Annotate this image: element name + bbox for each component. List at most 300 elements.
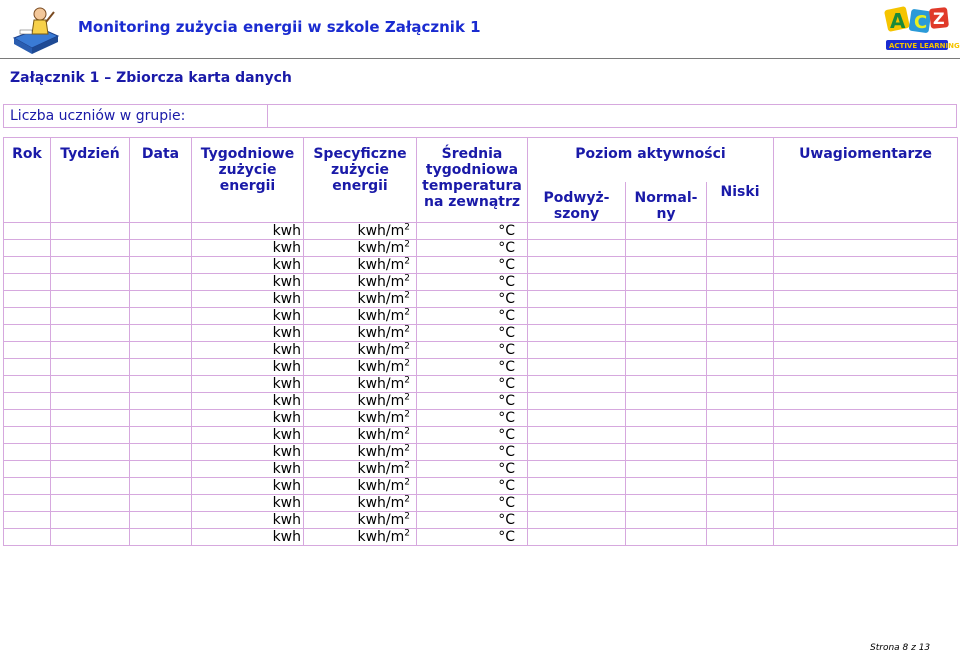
cell-niski[interactable]	[707, 256, 774, 273]
unit-exponent: 2	[404, 510, 410, 521]
cell-podwyzszony[interactable]	[528, 273, 626, 290]
unit-kwh: kwh	[272, 460, 301, 477]
unit-kwh-per-m2: kwh/m	[357, 511, 405, 528]
table-row	[4, 273, 958, 290]
cell-podwyzszony[interactable]	[528, 324, 626, 341]
page-number: Strona 8 z 13	[870, 643, 931, 653]
cell-niski[interactable]	[707, 460, 774, 477]
cell-niski[interactable]	[707, 511, 774, 528]
svg-text:C: C	[914, 12, 928, 33]
cell-rok[interactable]	[4, 341, 51, 358]
cell-normalny[interactable]	[626, 256, 707, 273]
cell-podwyzszony[interactable]	[528, 358, 626, 375]
cell-data[interactable]	[130, 341, 192, 358]
students-count-field[interactable]	[268, 105, 956, 127]
unit-exponent: 2	[404, 527, 410, 538]
table-row	[4, 477, 958, 494]
cell-tydzien[interactable]	[51, 256, 130, 273]
unit-kwh-per-m2: kwh/m	[357, 477, 405, 494]
cell-normalny[interactable]	[626, 494, 707, 511]
cell-srednia-temperatura[interactable]	[417, 494, 528, 511]
cell-normalny[interactable]	[626, 341, 707, 358]
cell-uwagi[interactable]	[774, 426, 958, 443]
cell-uwagi[interactable]	[774, 477, 958, 494]
cell-rok[interactable]	[4, 409, 51, 426]
cell-tygodniowe-zuzycie[interactable]	[192, 358, 304, 375]
unit-exponent: 2	[404, 289, 410, 300]
unit-kwh-per-m2: kwh/m	[357, 443, 405, 460]
cell-tygodniowe-zuzycie[interactable]	[192, 392, 304, 409]
cell-data[interactable]	[130, 256, 192, 273]
cell-data[interactable]	[130, 443, 192, 460]
unit-exponent: 2	[404, 408, 410, 419]
cell-tydzien[interactable]	[51, 341, 130, 358]
unit-celsius: °C	[498, 494, 515, 511]
cell-normalny[interactable]	[626, 290, 707, 307]
cell-specyficzne-zuzycie[interactable]	[304, 528, 417, 545]
cell-rok[interactable]	[4, 392, 51, 409]
unit-celsius: °C	[498, 307, 515, 324]
cell-uwagi[interactable]	[774, 443, 958, 460]
svg-text:ACTIVE LEARNING: ACTIVE LEARNING	[889, 42, 960, 50]
cell-normalny[interactable]	[626, 375, 707, 392]
header-specyficzne-zuzycie: Specyficzne zużycie energii	[304, 138, 417, 223]
cell-specyficzne-zuzycie[interactable]	[304, 392, 417, 409]
cell-normalny[interactable]	[626, 443, 707, 460]
cell-podwyzszony[interactable]	[528, 477, 626, 494]
cell-data[interactable]	[130, 290, 192, 307]
cell-uwagi[interactable]	[774, 256, 958, 273]
cell-rok[interactable]	[4, 511, 51, 528]
unit-celsius: °C	[498, 273, 515, 290]
table-row	[4, 290, 958, 307]
cell-niski[interactable]	[707, 307, 774, 324]
cell-srednia-temperatura[interactable]	[417, 392, 528, 409]
unit-kwh: kwh	[272, 392, 301, 409]
cell-normalny[interactable]	[626, 477, 707, 494]
unit-kwh-per-m2: kwh/m	[357, 392, 405, 409]
table-row	[4, 494, 958, 511]
cell-data[interactable]	[130, 426, 192, 443]
cell-data[interactable]	[130, 324, 192, 341]
cell-specyficzne-zuzycie[interactable]	[304, 290, 417, 307]
cell-specyficzne-zuzycie[interactable]	[304, 426, 417, 443]
header-title: Monitoring zużycia energii w szkole Załącznik 1	[78, 18, 481, 36]
cell-niski[interactable]	[707, 477, 774, 494]
unit-celsius: °C	[498, 443, 515, 460]
cell-niski[interactable]	[707, 409, 774, 426]
cell-data[interactable]	[130, 392, 192, 409]
cell-tygodniowe-zuzycie[interactable]	[192, 256, 304, 273]
table-row	[4, 392, 958, 409]
header-tygodniowe-zuzycie: Tygodniowe zużycie energii	[192, 138, 304, 223]
cell-normalny[interactable]	[626, 460, 707, 477]
unit-kwh: kwh	[272, 358, 301, 375]
cell-data[interactable]	[130, 511, 192, 528]
cell-tydzien[interactable]	[51, 528, 130, 545]
table-row	[4, 222, 958, 239]
cell-podwyzszony[interactable]	[528, 341, 626, 358]
student-at-desk-icon	[10, 6, 62, 56]
cell-srednia-temperatura[interactable]	[417, 239, 528, 256]
unit-kwh-per-m2: kwh/m	[357, 426, 405, 443]
cell-tydzien[interactable]	[51, 375, 130, 392]
unit-celsius: °C	[498, 290, 515, 307]
active-learning-logo-icon	[884, 6, 960, 54]
cell-niski[interactable]	[707, 375, 774, 392]
cell-srednia-temperatura[interactable]	[417, 324, 528, 341]
table-row	[4, 324, 958, 341]
cell-uwagi[interactable]	[774, 307, 958, 324]
header-uwagi: Uwagiomentarze	[774, 138, 958, 223]
cell-specyficzne-zuzycie[interactable]	[304, 341, 417, 358]
cell-normalny[interactable]	[626, 409, 707, 426]
unit-exponent: 2	[404, 323, 410, 334]
unit-kwh: kwh	[272, 375, 301, 392]
cell-srednia-temperatura[interactable]	[417, 528, 528, 545]
unit-celsius: °C	[498, 426, 515, 443]
cell-rok[interactable]	[4, 273, 51, 290]
unit-kwh-per-m2: kwh/m	[357, 409, 405, 426]
cell-tygodniowe-zuzycie[interactable]	[192, 511, 304, 528]
unit-kwh-per-m2: kwh/m	[357, 239, 405, 256]
cell-data[interactable]	[130, 239, 192, 256]
cell-data[interactable]	[130, 460, 192, 477]
cell-normalny[interactable]	[626, 528, 707, 545]
table-row	[4, 307, 958, 324]
cell-tydzien[interactable]	[51, 324, 130, 341]
unit-celsius: °C	[498, 324, 515, 341]
cell-tydzien[interactable]	[51, 494, 130, 511]
cell-srednia-temperatura[interactable]	[417, 426, 528, 443]
document-subtitle: Załącznik 1 – Zbiorcza karta danych	[10, 70, 292, 86]
unit-kwh-per-m2: kwh/m	[357, 460, 405, 477]
cell-niski[interactable]	[707, 324, 774, 341]
cell-tydzien[interactable]	[51, 273, 130, 290]
cell-tydzien[interactable]	[51, 409, 130, 426]
unit-kwh-per-m2: kwh/m	[357, 341, 405, 358]
cell-tydzien[interactable]	[51, 511, 130, 528]
cell-tygodniowe-zuzycie[interactable]	[192, 443, 304, 460]
cell-tydzien[interactable]	[51, 426, 130, 443]
unit-kwh-per-m2: kwh/m	[357, 307, 405, 324]
cell-tygodniowe-zuzycie[interactable]	[192, 290, 304, 307]
cell-normalny[interactable]	[626, 426, 707, 443]
cell-podwyzszony[interactable]	[528, 222, 626, 239]
header-podwyzszony: Podwyż- szony	[528, 182, 626, 223]
unit-celsius: °C	[498, 409, 515, 426]
cell-normalny[interactable]	[626, 392, 707, 409]
unit-kwh-per-m2: kwh/m	[357, 273, 405, 290]
cell-podwyzszony[interactable]	[528, 375, 626, 392]
table-row	[4, 443, 958, 460]
unit-kwh: kwh	[272, 443, 301, 460]
cell-uwagi[interactable]	[774, 460, 958, 477]
cell-rok[interactable]	[4, 324, 51, 341]
cell-tydzien[interactable]	[51, 239, 130, 256]
table-row	[4, 341, 958, 358]
cell-podwyzszony[interactable]	[528, 443, 626, 460]
cell-rok[interactable]	[4, 290, 51, 307]
cell-rok[interactable]	[4, 375, 51, 392]
cell-data[interactable]	[130, 477, 192, 494]
cell-tydzien[interactable]	[51, 222, 130, 239]
cell-niski[interactable]	[707, 392, 774, 409]
cell-rok[interactable]	[4, 358, 51, 375]
cell-uwagi[interactable]	[774, 273, 958, 290]
cell-specyficzne-zuzycie[interactable]	[304, 375, 417, 392]
unit-kwh: kwh	[272, 273, 301, 290]
unit-kwh: kwh	[272, 494, 301, 511]
cell-tygodniowe-zuzycie[interactable]	[192, 375, 304, 392]
cell-srednia-temperatura[interactable]	[417, 307, 528, 324]
cell-tydzien[interactable]	[51, 358, 130, 375]
cell-podwyzszony[interactable]	[528, 511, 626, 528]
unit-celsius: °C	[498, 511, 515, 528]
cell-normalny[interactable]	[626, 273, 707, 290]
cell-tydzien[interactable]	[51, 307, 130, 324]
unit-celsius: °C	[498, 528, 515, 545]
cell-normalny[interactable]	[626, 358, 707, 375]
cell-tygodniowe-zuzycie[interactable]	[192, 324, 304, 341]
cell-srednia-temperatura[interactable]	[417, 443, 528, 460]
cell-podwyzszony[interactable]	[528, 409, 626, 426]
cell-uwagi[interactable]	[774, 494, 958, 511]
unit-kwh: kwh	[272, 324, 301, 341]
unit-exponent: 2	[404, 306, 410, 317]
cell-tydzien[interactable]	[51, 392, 130, 409]
unit-celsius: °C	[498, 477, 515, 494]
unit-exponent: 2	[404, 476, 410, 487]
cell-rok[interactable]	[4, 307, 51, 324]
unit-celsius: °C	[498, 392, 515, 409]
cell-data[interactable]	[130, 273, 192, 290]
table-row	[4, 511, 958, 528]
cell-tygodniowe-zuzycie[interactable]	[192, 494, 304, 511]
cell-specyficzne-zuzycie[interactable]	[304, 222, 417, 239]
cell-normalny[interactable]	[626, 511, 707, 528]
cell-srednia-temperatura[interactable]	[417, 341, 528, 358]
table-row	[4, 528, 958, 545]
unit-kwh: kwh	[272, 528, 301, 545]
unit-kwh-per-m2: kwh/m	[357, 528, 405, 545]
cell-tygodniowe-zuzycie[interactable]	[192, 239, 304, 256]
cell-srednia-temperatura[interactable]	[417, 358, 528, 375]
cell-specyficzne-zuzycie[interactable]	[304, 358, 417, 375]
cell-niski[interactable]	[707, 494, 774, 511]
cell-rok[interactable]	[4, 477, 51, 494]
cell-specyficzne-zuzycie[interactable]	[304, 460, 417, 477]
unit-kwh: kwh	[272, 409, 301, 426]
cell-uwagi[interactable]	[774, 409, 958, 426]
cell-normalny[interactable]	[626, 222, 707, 239]
unit-kwh: kwh	[272, 307, 301, 324]
cell-podwyzszony[interactable]	[528, 256, 626, 273]
cell-uwagi[interactable]	[774, 358, 958, 375]
cell-data[interactable]	[130, 494, 192, 511]
unit-kwh: kwh	[272, 256, 301, 273]
cell-podwyzszony[interactable]	[528, 460, 626, 477]
cell-specyficzne-zuzycie[interactable]	[304, 307, 417, 324]
cell-niski[interactable]	[707, 358, 774, 375]
cell-tydzien[interactable]	[51, 477, 130, 494]
cell-specyficzne-zuzycie[interactable]	[304, 256, 417, 273]
cell-data[interactable]	[130, 222, 192, 239]
cell-uwagi[interactable]	[774, 375, 958, 392]
header-tydzien: Tydzień	[51, 138, 130, 223]
cell-podwyzszony[interactable]	[528, 494, 626, 511]
header-srednia-temperatura: Średnia tygodniowa temperatura na zewnątrz	[417, 138, 528, 223]
cell-niski[interactable]	[707, 239, 774, 256]
cell-rok[interactable]	[4, 256, 51, 273]
cell-tygodniowe-zuzycie[interactable]	[192, 528, 304, 545]
unit-kwh: kwh	[272, 290, 301, 307]
cell-tydzien[interactable]	[51, 290, 130, 307]
cell-tygodniowe-zuzycie[interactable]	[192, 409, 304, 426]
unit-kwh: kwh	[272, 477, 301, 494]
unit-exponent: 2	[404, 357, 410, 368]
cell-podwyzszony[interactable]	[528, 392, 626, 409]
cell-rok[interactable]	[4, 239, 51, 256]
cell-srednia-temperatura[interactable]	[417, 477, 528, 494]
unit-exponent: 2	[404, 391, 410, 402]
students-count-label: Liczba uczniów w grupie:	[4, 105, 268, 127]
cell-uwagi[interactable]	[774, 341, 958, 358]
cell-rok[interactable]	[4, 443, 51, 460]
header-poziom-aktywnosci: Poziom aktywności	[528, 138, 774, 182]
unit-exponent: 2	[404, 272, 410, 283]
table-row	[4, 256, 958, 273]
cell-srednia-temperatura[interactable]	[417, 290, 528, 307]
cell-specyficzne-zuzycie[interactable]	[304, 273, 417, 290]
cell-niski[interactable]	[707, 443, 774, 460]
cell-specyficzne-zuzycie[interactable]	[304, 239, 417, 256]
cell-niski[interactable]	[707, 426, 774, 443]
cell-tydzien[interactable]	[51, 443, 130, 460]
cell-srednia-temperatura[interactable]	[417, 409, 528, 426]
cell-data[interactable]	[130, 358, 192, 375]
cell-niski[interactable]	[707, 290, 774, 307]
unit-kwh-per-m2: kwh/m	[357, 324, 405, 341]
cell-tygodniowe-zuzycie[interactable]	[192, 477, 304, 494]
unit-kwh: kwh	[272, 239, 301, 256]
unit-celsius: °C	[498, 358, 515, 375]
cell-niski[interactable]	[707, 222, 774, 239]
cell-rok[interactable]	[4, 222, 51, 239]
unit-kwh-per-m2: kwh/m	[357, 290, 405, 307]
unit-celsius: °C	[498, 460, 515, 477]
data-table	[3, 137, 958, 546]
table-row	[4, 460, 958, 477]
unit-celsius: °C	[498, 256, 515, 273]
cell-rok[interactable]	[4, 460, 51, 477]
cell-srednia-temperatura[interactable]	[417, 273, 528, 290]
cell-specyficzne-zuzycie[interactable]	[304, 477, 417, 494]
header-data: Data	[130, 138, 192, 223]
unit-kwh-per-m2: kwh/m	[357, 494, 405, 511]
cell-podwyzszony[interactable]	[528, 426, 626, 443]
cell-specyficzne-zuzycie[interactable]	[304, 443, 417, 460]
cell-normalny[interactable]	[626, 239, 707, 256]
cell-podwyzszony[interactable]	[528, 239, 626, 256]
header-divider	[0, 58, 960, 59]
cell-niski[interactable]	[707, 341, 774, 358]
cell-specyficzne-zuzycie[interactable]	[304, 494, 417, 511]
svg-text:Z: Z	[933, 9, 945, 28]
cell-srednia-temperatura[interactable]	[417, 511, 528, 528]
unit-exponent: 2	[404, 221, 410, 232]
table-body	[4, 222, 958, 545]
cell-rok[interactable]	[4, 528, 51, 545]
cell-uwagi[interactable]	[774, 528, 958, 545]
cell-specyficzne-zuzycie[interactable]	[304, 511, 417, 528]
cell-uwagi[interactable]	[774, 239, 958, 256]
cell-rok[interactable]	[4, 426, 51, 443]
cell-normalny[interactable]	[626, 307, 707, 324]
cell-normalny[interactable]	[626, 324, 707, 341]
unit-exponent: 2	[404, 255, 410, 266]
cell-podwyzszony[interactable]	[528, 528, 626, 545]
table-row	[4, 239, 958, 256]
cell-data[interactable]	[130, 375, 192, 392]
cell-podwyzszony[interactable]	[528, 307, 626, 324]
cell-tygodniowe-zuzycie[interactable]	[192, 426, 304, 443]
table-row	[4, 358, 958, 375]
unit-exponent: 2	[404, 459, 410, 470]
cell-rok[interactable]	[4, 494, 51, 511]
unit-kwh: kwh	[272, 511, 301, 528]
cell-data[interactable]	[130, 528, 192, 545]
cell-specyficzne-zuzycie[interactable]	[304, 409, 417, 426]
unit-exponent: 2	[404, 374, 410, 385]
cell-uwagi[interactable]	[774, 324, 958, 341]
cell-srednia-temperatura[interactable]	[417, 256, 528, 273]
cell-srednia-temperatura[interactable]	[417, 460, 528, 477]
cell-podwyzszony[interactable]	[528, 290, 626, 307]
cell-tygodniowe-zuzycie[interactable]	[192, 273, 304, 290]
unit-kwh-per-m2: kwh/m	[357, 358, 405, 375]
unit-exponent: 2	[404, 340, 410, 351]
unit-exponent: 2	[404, 493, 410, 504]
table-row	[4, 426, 958, 443]
cell-tygodniowe-zuzycie[interactable]	[192, 222, 304, 239]
cell-tygodniowe-zuzycie[interactable]	[192, 341, 304, 358]
unit-exponent: 2	[404, 442, 410, 453]
cell-data[interactable]	[130, 307, 192, 324]
unit-kwh: kwh	[272, 341, 301, 358]
cell-tydzien[interactable]	[51, 460, 130, 477]
cell-niski[interactable]	[707, 528, 774, 545]
cell-specyficzne-zuzycie[interactable]	[304, 324, 417, 341]
cell-uwagi[interactable]	[774, 511, 958, 528]
cell-srednia-temperatura[interactable]	[417, 222, 528, 239]
cell-tygodniowe-zuzycie[interactable]	[192, 460, 304, 477]
students-count-row	[3, 104, 957, 128]
unit-celsius: °C	[498, 375, 515, 392]
cell-data[interactable]	[130, 409, 192, 426]
cell-tygodniowe-zuzycie[interactable]	[192, 307, 304, 324]
cell-niski[interactable]	[707, 273, 774, 290]
unit-kwh: kwh	[272, 426, 301, 443]
cell-uwagi[interactable]	[774, 222, 958, 239]
cell-uwagi[interactable]	[774, 290, 958, 307]
header-normalny: Normal- ny	[626, 182, 707, 223]
unit-exponent: 2	[404, 238, 410, 249]
unit-celsius: °C	[498, 239, 515, 256]
cell-uwagi[interactable]	[774, 392, 958, 409]
cell-srednia-temperatura[interactable]	[417, 375, 528, 392]
table-row	[4, 375, 958, 392]
